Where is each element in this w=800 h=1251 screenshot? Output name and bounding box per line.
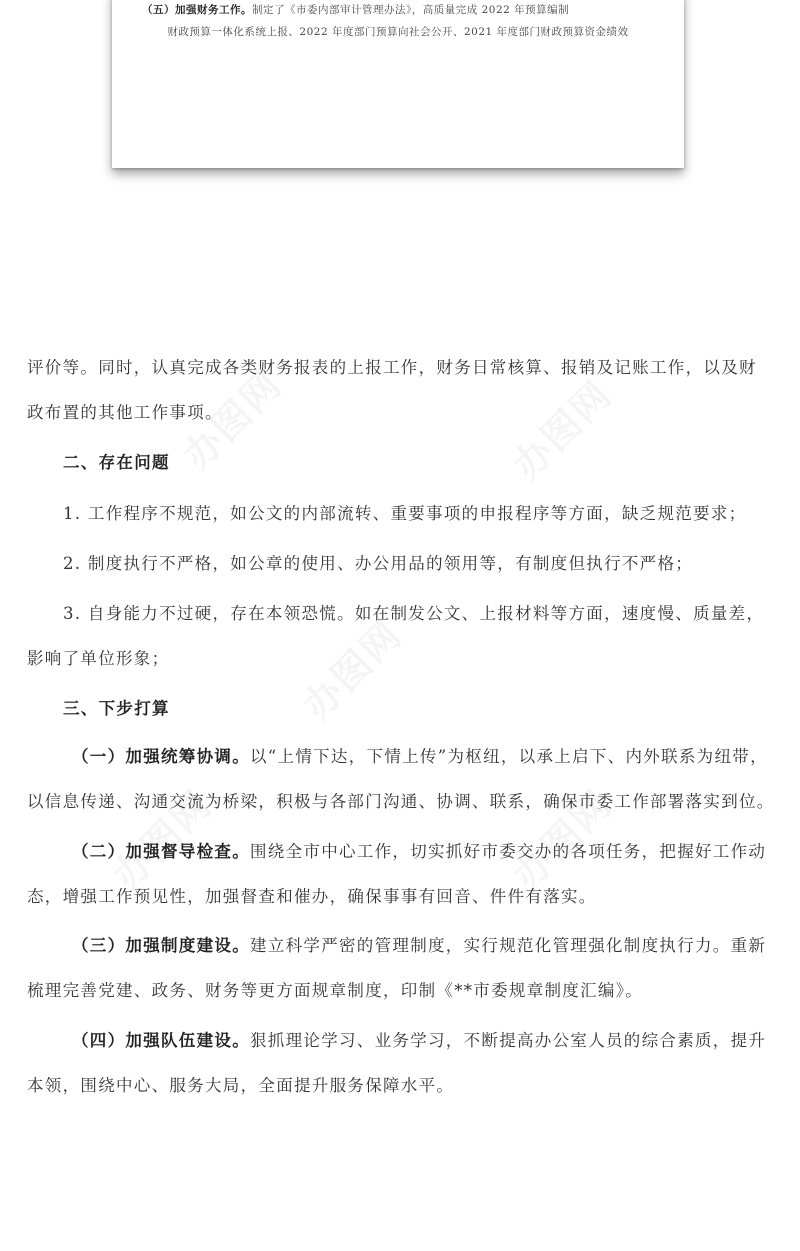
document-preview-card	[112, 0, 684, 168]
plan-item-2-text: 围绕全市中心工作，切实抓好市委交办的各项任务，把握好工作动	[250, 842, 767, 861]
heading-issues: 二、存在问题	[63, 453, 170, 472]
plan-item-4-title: （四）加强队伍建设。	[72, 1031, 250, 1050]
preview-line-1	[142, 2, 714, 17]
preview-line-1-rest: 制定了《市委内部审计管理办法》，高质量完成 2022 年预算编制	[252, 4, 570, 16]
plan-item-1-title: （一）加强统筹协调。	[72, 747, 250, 766]
heading-next-steps: 三、下步打算	[63, 699, 170, 718]
plan-item-4-text: 狠抓理论学习、业务学习，不断提高办公室人员的综合素质，提升	[250, 1031, 767, 1050]
plan-item-1-line-2: 以信息传递、沟通交流为桥梁，积极与各部门沟通、协调、联系，确保市委工作部署落实到位。	[27, 792, 775, 811]
plan-item-3-line-2: 梳理完善党建、政务、财务等更方面规章制度，印制《**市委规章制度汇编》。	[27, 981, 644, 1000]
plan-item-3-line-1	[72, 932, 800, 956]
paragraph-finance-line-1: 评价等。同时，认真完成各类财务报表的上报工作，财务日常核算、报销及记账工作，以及财	[27, 358, 757, 377]
plan-item-1-line-1	[72, 743, 800, 767]
plan-item-1-text: 以“上情下达，下情上传”为枢纽，以承上启下、内外联系为纽带，	[250, 747, 768, 766]
plan-item-3-title: （三）加强制度建设。	[72, 936, 250, 955]
plan-item-2-title: （二）加强督导检查。	[72, 842, 250, 861]
preview-line-2: 财政预算一体化系统上报、2022 年度部门预算向社会公开、2021 年度部门财政预算资金绩效	[167, 26, 629, 38]
plan-item-2-line-1	[72, 838, 800, 862]
plan-item-2-line-2: 态，增强工作预见性，加强督查和催办，确保事事有回音、件件有落实。	[27, 887, 597, 906]
issue-item-3-line-2: 影响了单位形象；	[27, 649, 170, 668]
plan-item-3-text: 建立科学严密的管理制度，实行规范化管理强化制度执行力。重新	[250, 936, 767, 955]
plan-item-4-line-2: 本领，围绕中心、服务大局，全面提升服务保障水平。	[27, 1076, 455, 1095]
plan-item-4-line-1	[72, 1027, 800, 1051]
preview-line-1-lead: （五）加强财务工作。	[142, 4, 252, 16]
issue-item-3-line-1: 3. 自身能力不过硬，存在本领恐慌。如在制发公文、上报材料等方面，速度慢、质量差，	[63, 604, 765, 623]
issue-item-1: 1. 工作程序不规范，如公文的内部流转、重要事项的申报程序等方面，缺乏规范要求；	[63, 504, 747, 523]
paragraph-finance-line-2: 政布置的其他工作事项。	[27, 403, 223, 422]
issue-item-2: 2. 制度执行不严格，如公章的使用、办公用品的领用等，有制度但执行不严格；	[63, 554, 694, 573]
